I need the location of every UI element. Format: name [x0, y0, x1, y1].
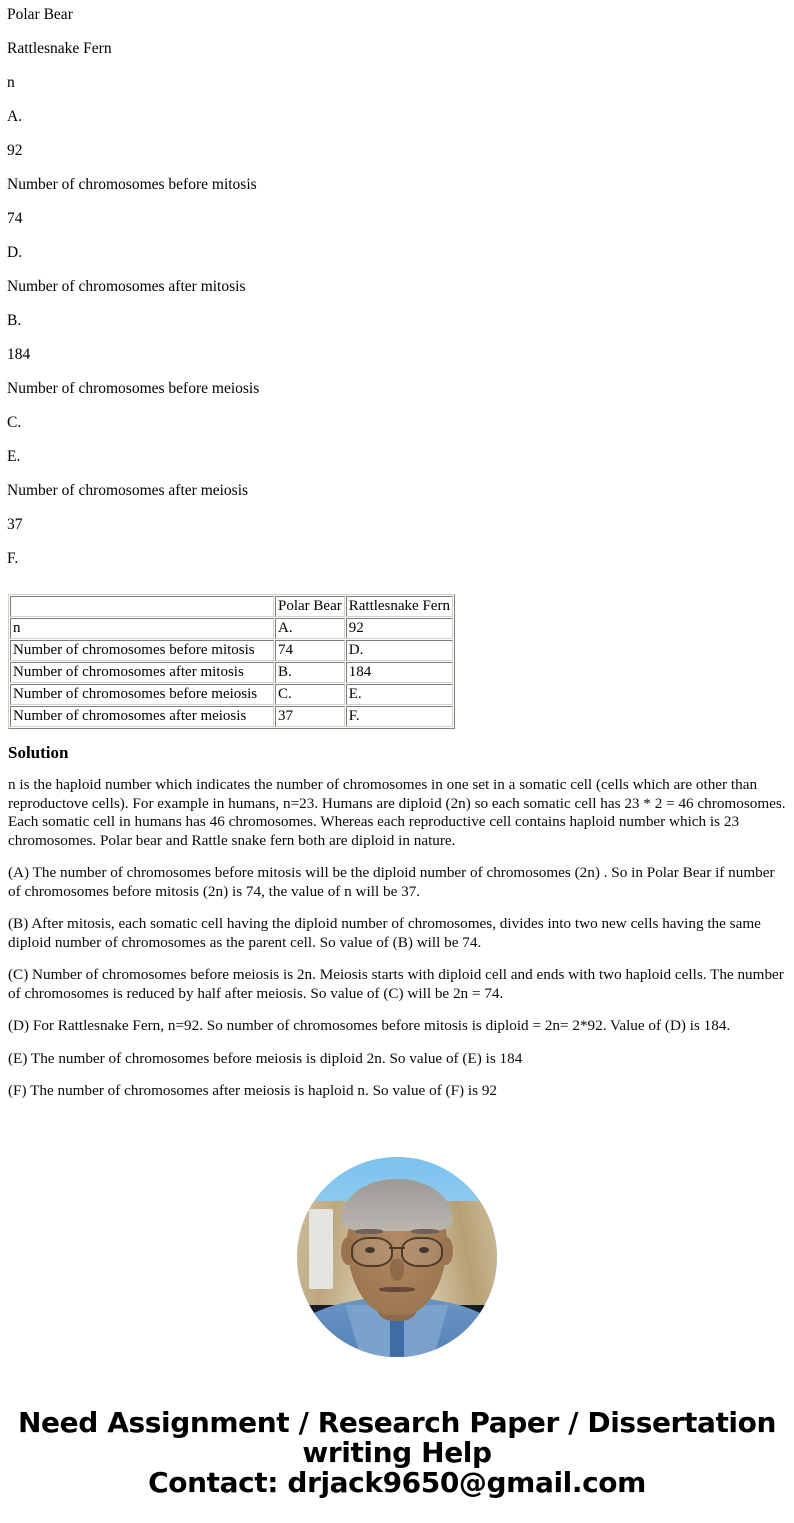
table-cell-rattlesnake-fern: D.: [346, 640, 453, 661]
loose-line: A.: [7, 108, 23, 125]
eyeglasses-lens-left-icon: [351, 1237, 393, 1267]
loose-line: Number of chromosomes after meiosis: [7, 482, 249, 499]
loose-line: 184: [7, 346, 31, 363]
table-cell-polar-bear: B.: [275, 662, 345, 683]
solution-paragraph: n is the haploid number which indicates the number of chromosomes in one set in a somatic cell (cells which are other than reproductove cells). For example in humans, n=23. Humans are diploid (2n) so each somatic cell has 23 * 2 = 46 chromosomes. Each somatic cell in humans has 46 chromosomes. Whereas each reproductive cell contains haploid number which is 23 chromosomes. Polar bear and Rattle snake fern both are diploid in nature.: [8, 776, 786, 849]
table-header-cell-rattlesnake-fern: Rattlesnake Fern: [346, 596, 453, 617]
solution-paragraph-c: (C) Number of chromosomes before meiosis is 2n. Meiosis starts with diploid cell and ends with two haploid cells. The number of chromosomes is reduced by half after meiosis. So value of (C) will be 2n = 74.: [8, 966, 784, 1002]
loose-line: n: [7, 74, 15, 91]
photo-eyebrow-right: [411, 1229, 439, 1234]
table-cell-rattlesnake-fern: 184: [346, 662, 453, 683]
solution-heading: Solution: [8, 743, 69, 762]
table-cell-label: Number of chromosomes after mitosis: [10, 662, 274, 683]
eyeglasses-lens-right-icon: [401, 1237, 443, 1267]
loose-line: 92: [7, 142, 23, 159]
promo-banner-line-2: writing Help: [302, 1435, 492, 1469]
loose-line: Rattlesnake Fern: [7, 40, 112, 57]
table-header-cell-blank: [10, 596, 274, 617]
loose-line: Number of chromosomes after mitosis: [7, 278, 246, 295]
photo-background-panel: [309, 1209, 333, 1289]
loose-line: Number of chromosomes before mitosis: [7, 176, 257, 193]
solution-paragraph-e: (E) The number of chromosomes before meiosis is diploid 2n. So value of (E) is 184: [8, 1049, 523, 1067]
promo-banner-line-1: Need Assignment / Research Paper / Dissertation: [17, 1405, 776, 1439]
table-cell-label: n: [10, 618, 274, 639]
promo-banner-contact: Contact: drjack9650@gmail.com: [148, 1465, 646, 1499]
loose-line: F.: [7, 550, 19, 567]
table-cell-rattlesnake-fern: 92: [346, 618, 453, 639]
table-row: [10, 618, 453, 639]
solution-section: [0, 729, 794, 1101]
photo-eyebrow-left: [355, 1229, 383, 1234]
loose-line: D.: [7, 244, 23, 261]
table-row: [10, 684, 453, 705]
table-row: [10, 640, 453, 661]
solution-paragraph-d: (D) For Rattlesnake Fern, n=92. So number of chromosomes before mitosis is diploid = 2n= 2*92. Value of (D) is 184.: [8, 1017, 731, 1034]
loose-line: Polar Bear: [7, 6, 73, 23]
table-cell-polar-bear: 37: [275, 706, 345, 727]
table-cell-polar-bear: 74: [275, 640, 345, 661]
table-cell-rattlesnake-fern: E.: [346, 684, 453, 705]
photo-nose: [390, 1259, 404, 1281]
profile-photo-block: [0, 1101, 794, 1362]
avatar: [297, 1157, 497, 1357]
table-row: [10, 662, 453, 683]
table-cell-rattlesnake-fern: F.: [346, 706, 453, 727]
loose-text-block: [0, 0, 794, 567]
loose-line: 37: [7, 516, 23, 533]
table-header-row: [10, 596, 453, 617]
solution-paragraph-a: (A) The number of chromosomes before mitosis will be the diploid number of chromosomes (2n) . So in Polar Bear if number of chromosomes before mitosis (2n) is 74, the value of n will be 37.: [8, 864, 775, 900]
solution-paragraph-b: (B) After mitosis, each somatic cell having the diploid number of chromosomes, divides into two new cells having the same diploid number of chromosomes as the parent cell. So value of (B) will be 74.: [8, 915, 761, 951]
loose-line: 74: [7, 210, 23, 227]
eyeglasses-bridge-icon: [389, 1247, 405, 1250]
loose-line: Number of chromosomes before meiosis: [7, 380, 260, 397]
solution-paragraph-f: (F) The number of chromosomes after meiosis is haploid n. So value of (F) is 92: [8, 1082, 498, 1099]
table-cell-polar-bear: A.: [275, 618, 345, 639]
loose-line: B.: [7, 312, 22, 329]
chromosome-table-wrapper: [0, 584, 794, 729]
promo-banner: [0, 1362, 794, 1498]
table-cell-label: Number of chromosomes before mitosis: [10, 640, 274, 661]
table-cell-label: Number of chromosomes before meiosis: [10, 684, 274, 705]
loose-line: E.: [7, 448, 21, 465]
chromosome-table: [8, 594, 455, 729]
loose-line: C.: [7, 414, 22, 431]
photo-mouth: [379, 1287, 415, 1292]
table-row: [10, 706, 453, 727]
table-header-cell-polar-bear: Polar Bear: [275, 596, 345, 617]
table-cell-label: Number of chromosomes after meiosis: [10, 706, 274, 727]
table-cell-polar-bear: C.: [275, 684, 345, 705]
